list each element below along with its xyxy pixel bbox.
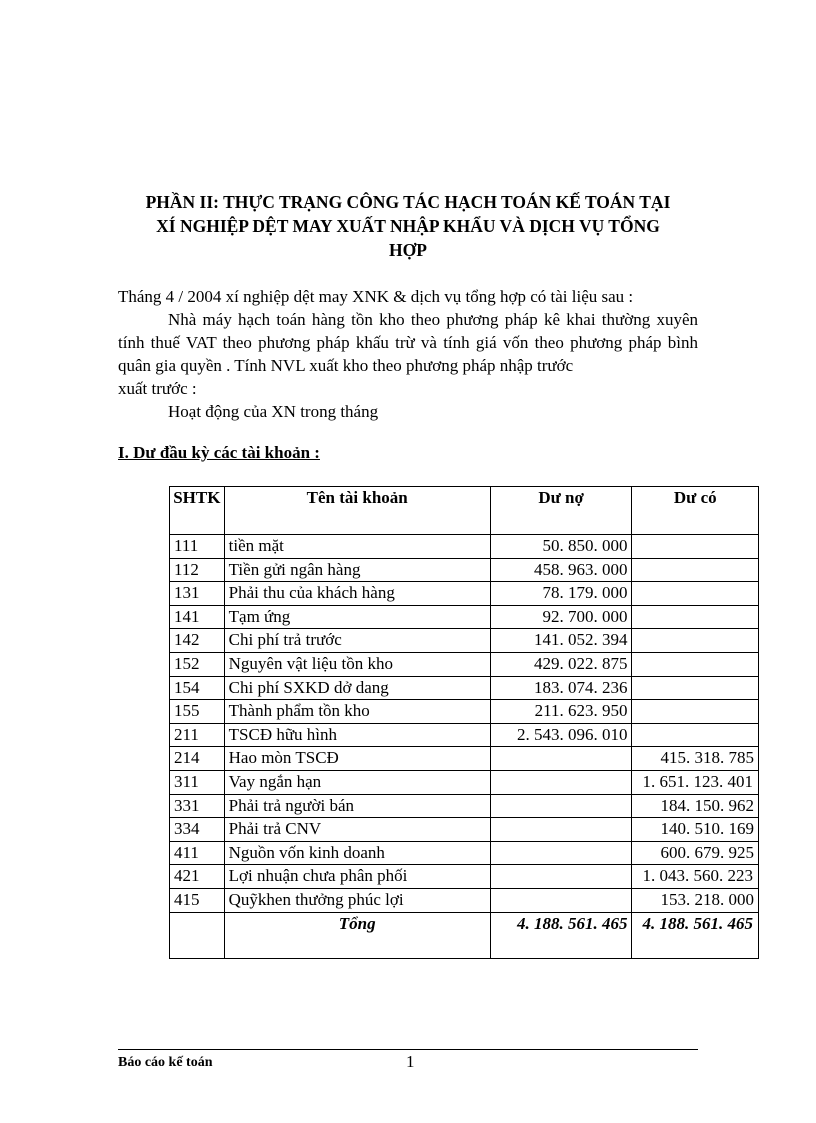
credit-balance: 140. 510. 169 — [632, 818, 759, 842]
account-code: 152 — [170, 652, 225, 676]
debit-balance — [490, 888, 632, 912]
debit-balance — [490, 818, 632, 842]
account-code: 411 — [170, 841, 225, 865]
intro-continuation: xuất trước : — [118, 379, 197, 398]
debit-balance: 141. 052. 394 — [490, 629, 632, 653]
account-name: Nguồn vốn kinh doanh — [224, 841, 490, 865]
credit-balance: 1. 651. 123. 401 — [632, 770, 759, 794]
debit-balance — [490, 747, 632, 771]
header-debit: Dư nợ — [490, 487, 632, 535]
total-row — [170, 912, 759, 958]
header-name: Tên tài khoản — [224, 487, 490, 535]
credit-balance: 184. 150. 962 — [632, 794, 759, 818]
account-name: Chi phí trả trước — [224, 629, 490, 653]
table-row — [170, 582, 759, 606]
credit-balance — [632, 558, 759, 582]
credit-balance — [632, 582, 759, 606]
table-row — [170, 794, 759, 818]
page-number: 1 — [406, 1052, 415, 1071]
total-label: Tổng — [224, 912, 490, 958]
account-code: 311 — [170, 770, 225, 794]
account-code: 142 — [170, 629, 225, 653]
credit-balance — [632, 535, 759, 559]
table-row — [170, 818, 759, 842]
credit-balance: 600. 679. 925 — [632, 841, 759, 865]
debit-balance: 429. 022. 875 — [490, 652, 632, 676]
debit-balance: 2. 543. 096. 010 — [490, 723, 632, 747]
table-row — [170, 770, 759, 794]
credit-balance: 415. 318. 785 — [632, 747, 759, 771]
title-line-3: HỢP — [389, 240, 427, 260]
credit-balance: 1. 043. 560. 223 — [632, 865, 759, 889]
credit-balance — [632, 700, 759, 724]
title-line-1: PHẦN II: THỰC TRẠNG CÔNG TÁC HẠCH TOÁN KẾ TOÁN TẠI — [145, 192, 671, 212]
header-code: SHTK — [170, 487, 225, 535]
account-name: tiền mặt — [224, 535, 490, 559]
account-code: 154 — [170, 676, 225, 700]
title-line-2: XÍ NGHIỆP DỆT MAY XUẤT NHẬP KHẨU VÀ DỊCH VỤ TỔNG — [156, 216, 660, 236]
opening-balance-table — [169, 486, 759, 959]
table-row — [170, 535, 759, 559]
account-name: Hao mòn TSCĐ — [224, 747, 490, 771]
account-code: 131 — [170, 582, 225, 606]
account-name: Phải thu của khách hàng — [224, 582, 490, 606]
total-code-cell — [170, 912, 225, 958]
account-code: 214 — [170, 747, 225, 771]
debit-balance: 78. 179. 000 — [490, 582, 632, 606]
account-name: Phải trả CNV — [224, 818, 490, 842]
debit-balance — [490, 865, 632, 889]
debit-balance: 50. 850. 000 — [490, 535, 632, 559]
header-credit: Dư có — [632, 487, 759, 535]
debit-balance — [490, 794, 632, 818]
table-row — [170, 652, 759, 676]
debit-balance — [490, 770, 632, 794]
credit-balance — [632, 629, 759, 653]
credit-balance — [632, 723, 759, 747]
account-code: 421 — [170, 865, 225, 889]
debit-balance: 92. 700. 000 — [490, 605, 632, 629]
table-row — [170, 605, 759, 629]
footer-divider — [118, 1049, 698, 1050]
debit-balance: 183. 074. 236 — [490, 676, 632, 700]
table-row — [170, 747, 759, 771]
section-heading: I. Dư đầu kỳ các tài khoản : — [118, 443, 320, 462]
intro-text — [118, 285, 698, 423]
table-row — [170, 629, 759, 653]
page-title — [118, 190, 698, 262]
account-name: Vay ngắn hạn — [224, 770, 490, 794]
total-debit: 4. 188. 561. 465 — [490, 912, 632, 958]
table-row — [170, 865, 759, 889]
account-code: 211 — [170, 723, 225, 747]
table-row — [170, 676, 759, 700]
credit-balance: 153. 218. 000 — [632, 888, 759, 912]
account-name: Lợi nhuận chưa phân phối — [224, 865, 490, 889]
debit-balance — [490, 841, 632, 865]
footer-label: Báo cáo kế toán — [118, 1055, 213, 1070]
account-name: Tạm ứng — [224, 605, 490, 629]
credit-balance — [632, 605, 759, 629]
account-code: 111 — [170, 535, 225, 559]
table-row — [170, 723, 759, 747]
account-name: Chi phí SXKD dở dang — [224, 676, 490, 700]
table-row — [170, 700, 759, 724]
table-row — [170, 888, 759, 912]
account-code: 331 — [170, 794, 225, 818]
account-name: Phải trả người bán — [224, 794, 490, 818]
debit-balance: 211. 623. 950 — [490, 700, 632, 724]
table-row — [170, 558, 759, 582]
account-name: TSCĐ hữu hình — [224, 723, 490, 747]
account-code: 112 — [170, 558, 225, 582]
intro-line: Tháng 4 / 2004 xí nghiệp dệt may XNK & dịch vụ tổng hợp có tài liệu sau : — [118, 287, 634, 306]
account-code: 415 — [170, 888, 225, 912]
credit-balance — [632, 652, 759, 676]
account-code: 141 — [170, 605, 225, 629]
debit-balance: 458. 963. 000 — [490, 558, 632, 582]
account-name: Nguyên vật liệu tồn kho — [224, 652, 490, 676]
credit-balance — [632, 676, 759, 700]
total-credit: 4. 188. 561. 465 — [632, 912, 759, 958]
account-code: 155 — [170, 700, 225, 724]
account-code: 334 — [170, 818, 225, 842]
account-name: Tiền gửi ngân hàng — [224, 558, 490, 582]
intro-activity: Hoạt động của XN trong tháng — [168, 402, 379, 421]
intro-paragraph: Nhà máy hạch toán hàng tồn kho theo phương pháp kê khai thường xuyên tính thuế VAT theo phương pháp khấu trừ và tính giá vốn theo phương pháp bình quân gia quyền . Tính NVL xuất kho theo phương pháp nhập trước — [118, 310, 698, 375]
table-row — [170, 841, 759, 865]
table-header-row — [170, 487, 759, 535]
account-name: Thành phẩm tồn kho — [224, 700, 490, 724]
account-name: Quỹkhen thưởng phúc lợi — [224, 888, 490, 912]
